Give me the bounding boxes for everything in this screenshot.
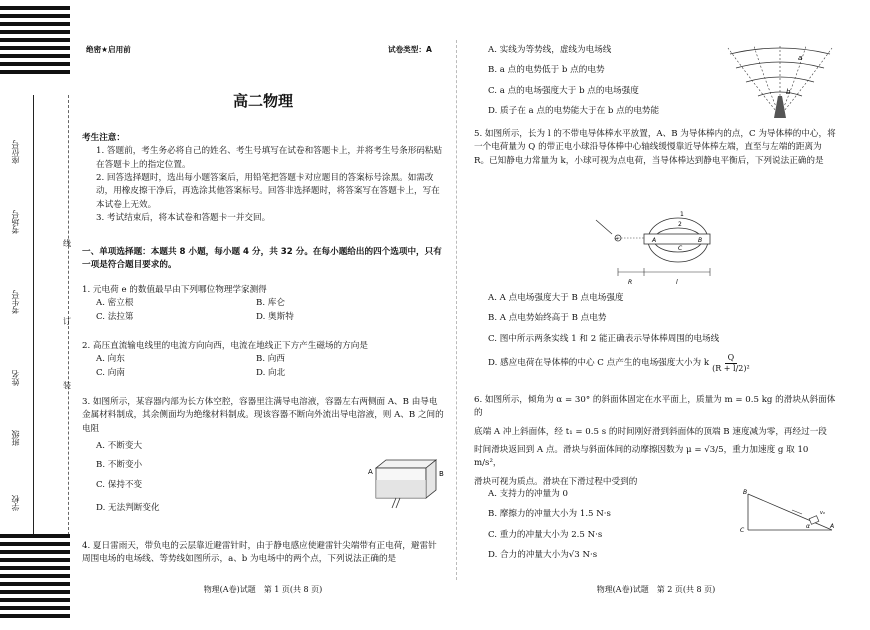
- question-2: [82, 340, 444, 380]
- q5-fig-label-r: R: [628, 279, 633, 286]
- q6-option-a: A. 支持力的冲量为 0: [488, 489, 569, 499]
- q5-fig-label-1: 1: [680, 211, 684, 218]
- q6-options: [474, 488, 724, 562]
- q3-fig-label-a: A: [368, 468, 373, 476]
- binding-strip: [0, 0, 72, 630]
- q1-option-c: C. 法拉第: [96, 311, 134, 322]
- page-2: [474, 0, 838, 630]
- q5-option-d: [474, 353, 838, 375]
- q6-fig-label-alpha: α: [806, 523, 810, 530]
- section-heading: 一、单项选择题：本题共 8 小题，每小题 4 分，共 32 分。在每小题给出的四个选项中，只有一项是符合题目要求的。: [82, 247, 442, 271]
- q4-option-a: A. 实线为等势线，虚线为电场线: [488, 45, 612, 55]
- q4-lightning-rod-figure: [724, 44, 836, 120]
- footer-page-2: 物理(A卷)试题 第 2 页(共 8 页): [596, 585, 716, 594]
- page-1: [82, 0, 444, 630]
- seal-dashed-line: [68, 95, 69, 535]
- q6-stem-line-2: 底端 A 冲上斜面体，经 t₁ = 0.5 s 的时间刚好滑到斜面体的顶端 B 速度减为零，再经过一段: [474, 426, 827, 437]
- q2-option-c: C. 向南: [96, 367, 125, 378]
- question-4-stem: 4. 夏日雷雨天，带负电的云层靠近避雷针时，由于静电感应使避雷针尖端带有正电荷，避雷针周围电场的电场线、等势线如图所示，a、b 为电场中的两个点，下列说法正确的是: [82, 541, 437, 565]
- q2-option-b: B. 向西: [256, 354, 285, 365]
- question-6-stem: [474, 394, 838, 489]
- q3-option-b: B. 不断变小: [96, 460, 143, 471]
- q5-fig-label-b: B: [698, 237, 703, 244]
- q5-fig-label-c: C: [678, 245, 683, 252]
- q5-fraction-numerator: Q: [725, 353, 738, 364]
- q3-option-d: D. 无法判断变化: [96, 502, 160, 513]
- room-label: 考场号: [11, 210, 20, 234]
- q6-option-c: C. 重力的冲量大小为 2.5 N·s: [488, 529, 603, 540]
- q3-fig-label-b: B: [439, 470, 444, 478]
- seal-char-order: 订: [63, 317, 71, 326]
- notice-1: 1. 答题前，考生务必将自己的姓名、考生号填写在试卷和答题卡上，并将考生号条形码粘贴在答题卡上的指定位置。: [96, 146, 443, 170]
- barcode-bars-bottom: [0, 534, 70, 622]
- q2-option-d: D. 向北: [256, 367, 286, 378]
- q5-fraction-denominator: (R + l/2)²: [712, 364, 750, 374]
- q3-container-figure: [366, 454, 446, 510]
- page-divider: [456, 40, 457, 580]
- q1-option-b: B. 库仑: [256, 298, 285, 309]
- q3-option-a: A. 不断变大: [96, 440, 143, 451]
- q6-incline-figure: [736, 486, 836, 536]
- q6-fig-label-c: C: [740, 527, 745, 534]
- question-5-stem: 5. 如图所示，长为 l 的不带电导体棒水平放置，A、B 为导体棒内的点，C 为导体棒的中心，将一个电荷量为 Q 的带正电小球沿导体棒中心轴线缓慢靠近导体棒左端，直至与左端的距离为 R。已知静电力常量为 k，小球可视为点电荷，当导体棒达到静电平衡后，下列说法正确的是: [474, 129, 836, 166]
- q5-option-c: C. 图中所示两条实线 1 和 2 能正确表示导体棒周围的电场线: [488, 333, 720, 344]
- q5-option-b: B. A 点电势始终高于 B 点电势: [488, 313, 607, 324]
- name-label: 姓名: [11, 370, 20, 386]
- seat-label: 座位号: [11, 140, 20, 164]
- q5-options: [474, 292, 838, 375]
- q6-option-b: B. 摩擦力的冲量大小为 1.5 N·s: [488, 509, 611, 520]
- q4-fig-label-a: a: [798, 54, 803, 62]
- q5-fig-label-l: l: [676, 279, 678, 286]
- class-label: 班级: [11, 430, 20, 446]
- q1-option-d: D. 奥斯特: [256, 311, 294, 322]
- school-label: 学校: [11, 495, 20, 511]
- barcode-bars-top: [0, 6, 70, 78]
- q5-conductor-figure: [594, 208, 724, 290]
- q4-fig-label-b: b: [786, 88, 791, 96]
- q1-stem: 1. 元电荷 e 的数值最早由下列哪位物理学家测得: [82, 285, 267, 295]
- footer-page-1: 物理(A卷)试题 第 1 页(共 8 页): [203, 585, 323, 594]
- notice-heading: 考生注意：: [82, 133, 125, 143]
- seal-char-bind: 装: [63, 381, 71, 390]
- q6-stem-line-4: 滑块可视为质点。滑块在下滑过程中受到的: [474, 476, 638, 487]
- q3-stem: 3. 如图所示，某容器内部为长方体空腔，容器里注满导电溶液，容器左右两侧面 A、B 由导电金属材料制成，其余侧面均为绝缘材料制成。现该容器不断向外流出导电溶液，则 A、B 之间的电阻: [82, 397, 444, 434]
- paper-type: 试卷类型：A: [388, 45, 432, 54]
- q4-option-c: C. a 点的电场强度大于 b 点的电场强度: [488, 85, 639, 96]
- notice-2: 2. 回答选择题时，选出每小题答案后，用铅笔把答题卡对应题目的答案标号涂黑。如需改动，用橡皮擦干净后，再选涂其他答案标号。回答非选择题时，将答案写在答题卡上，写在本试卷上无效。: [96, 172, 440, 210]
- q5-option-d-fraction: [712, 353, 750, 375]
- exam-title: 高二物理: [232, 92, 293, 110]
- q6-fig-label-b: B: [743, 489, 748, 496]
- q4-option-d: D. 质子在 a 点的电势能大于在 b 点的电势能: [488, 105, 660, 116]
- q6-fig-label-v0: v₀: [820, 510, 825, 516]
- binding-line: [33, 95, 34, 535]
- q5-option-a: A. A 点电场强度大于 B 点电场强度: [488, 293, 624, 303]
- q6-fig-label-a: A: [830, 523, 835, 530]
- notice-3: 3. 考试结束后，将本试卷和答题卡一并交回。: [96, 212, 271, 223]
- q5-option-d-text: D. 感应电荷在导体棒的中心 C 点产生的电场强度大小为 k: [488, 358, 710, 369]
- question-1: [82, 284, 444, 324]
- examinee-label: 考生号: [11, 290, 20, 314]
- q5-fig-label-2: 2: [678, 221, 682, 228]
- seal-char-line: 线: [63, 239, 71, 248]
- q4-option-b: B. a 点的电势低于 b 点的电势: [488, 65, 605, 76]
- q6-option-d: D. 合力的冲量大小为√3 N·s: [488, 549, 598, 560]
- q6-stem-line-1: 6. 如图所示，倾角为 α = 30° 的斜面体固定在水平面上，质量为 m = 0.5 kg 的滑块从斜面体的: [474, 395, 836, 419]
- q3-option-c: C. 保持不变: [96, 479, 143, 490]
- q6-stem-line-3: 时间滑块返回到 A 点。滑块与斜面体间的动摩擦因数为 μ = √3/5，重力加速度 g 取 10 m/s²，: [474, 444, 809, 469]
- q5-fig-label-a: A: [652, 237, 657, 244]
- secret-mark: 绝密★启用前: [86, 45, 131, 54]
- q4-options: [474, 44, 724, 118]
- q2-stem: 2. 高压直流输电线里的电流方向向西，电流在地线正下方产生磁场的方向是: [82, 341, 368, 351]
- notice-block: [82, 132, 444, 225]
- q1-option-a: A. 密立根: [96, 298, 134, 309]
- q2-option-a: A. 向东: [96, 354, 125, 365]
- svg-text:+: +: [615, 236, 620, 242]
